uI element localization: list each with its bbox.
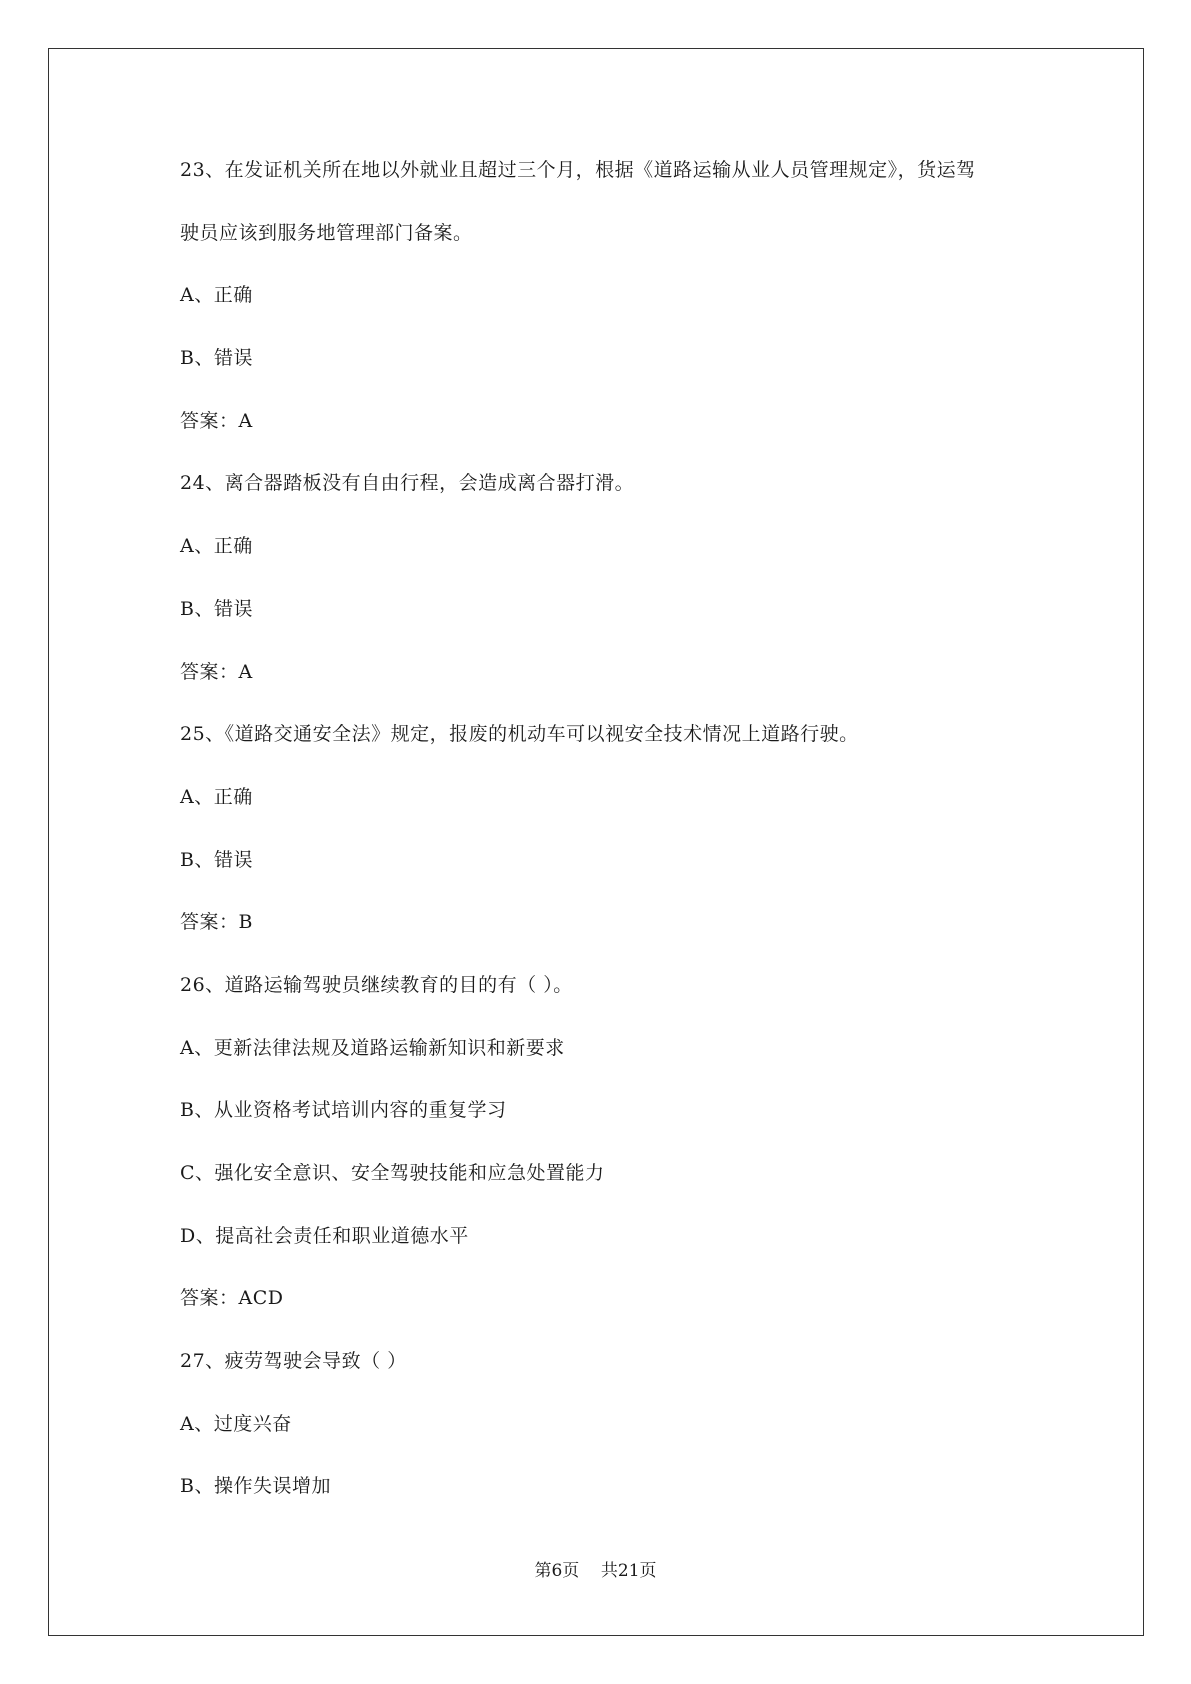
question-stem: 23、在发证机关所在地以外就业且超过三个月，根据《道路运输从业人员管理规定》，货运驾: [180, 159, 976, 181]
option: A、正确: [180, 785, 253, 808]
option: A、正确: [180, 535, 253, 558]
option: B、错误: [180, 597, 253, 620]
option: B、操作失误增加: [180, 1475, 331, 1498]
question-stem-continuation: 驶员应该到服务地管理部门备案。: [180, 221, 473, 244]
option: C、强化安全意识、安全驾驶技能和应急处置能力: [180, 1162, 605, 1184]
option: B、从业资格考试培训内容的重复学习: [180, 1099, 507, 1122]
answer: 答案：A: [180, 409, 253, 432]
question-stem: 27、疲劳驾驶会导致（ ）: [180, 1350, 407, 1373]
option: A、正确: [180, 284, 253, 307]
question-stem: 26、道路运输驾驶员继续教育的目的有（ ）。: [180, 973, 573, 996]
answer: 答案：A: [180, 660, 253, 683]
document-body: [180, 158, 1060, 1537]
answer: 答案：ACD: [180, 1287, 284, 1310]
question-stem: 24、离合器踏板没有自由行程，会造成离合器打滑。: [180, 472, 635, 495]
option: B、错误: [180, 347, 253, 370]
page-number: 第6页 共21页: [534, 1561, 657, 1581]
option: D、提高社会责任和职业道德水平: [180, 1224, 469, 1247]
question-stem: 25、《道路交通安全法》规定，报废的机动车可以视安全技术情况上道路行驶。: [180, 723, 859, 746]
option: B、错误: [180, 848, 253, 871]
answer: 答案：B: [180, 911, 253, 934]
option: A、过度兴奋: [180, 1412, 292, 1435]
option: A、更新法律法规及道路运输新知识和新要求: [180, 1036, 565, 1059]
